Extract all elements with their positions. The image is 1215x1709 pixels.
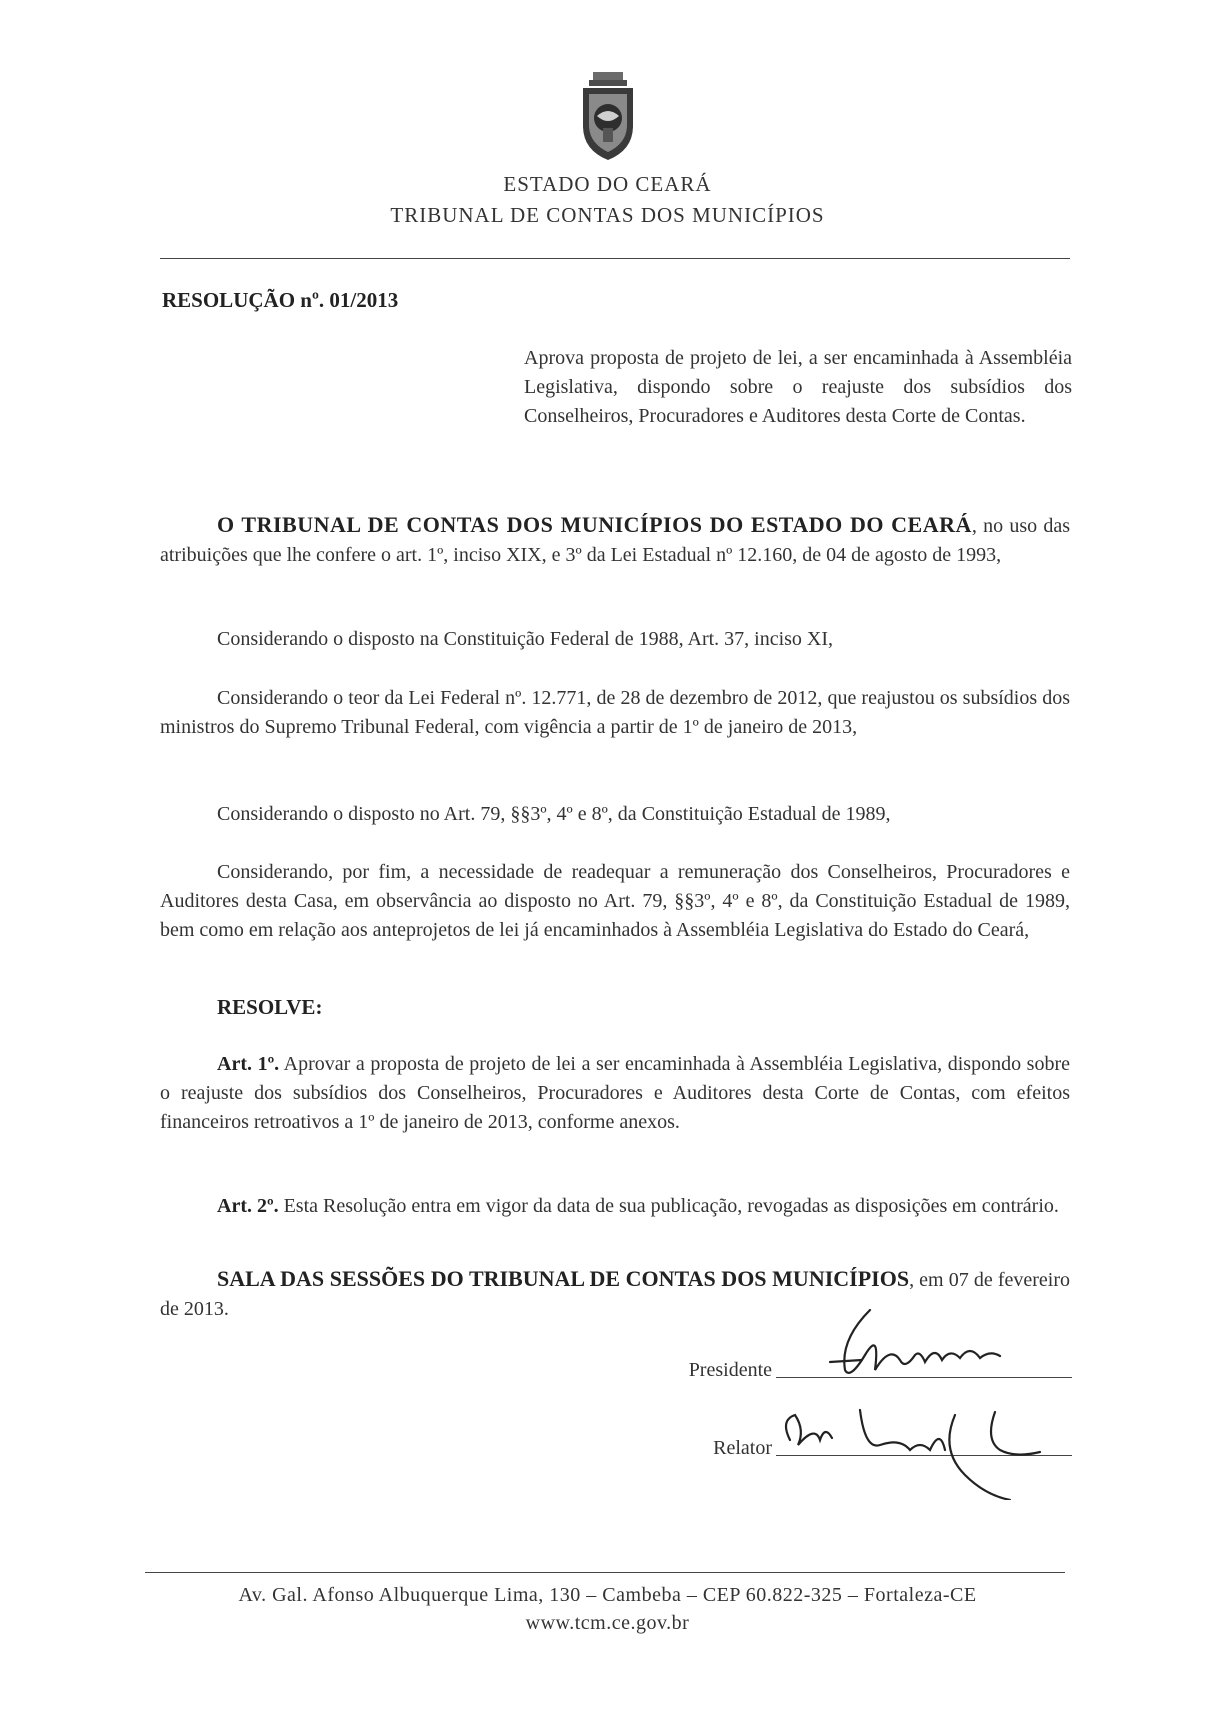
handwritten-signatures [770, 1300, 1130, 1500]
president-label: Presidente [688, 1359, 772, 1381]
article-2-text: Esta Resolução entra em vigor da data de sua publicação, revogadas as disposições em contrário. [278, 1195, 1059, 1217]
resolution-title: RESOLUÇÃO nº. 01/2013 [162, 288, 399, 312]
preamble-paragraph [160, 510, 1070, 570]
header-divider [160, 258, 1070, 259]
state-heading: ESTADO DO CEARÁ [503, 172, 712, 196]
article-1-text: Aprovar a proposta de projeto de lei a ser encaminhada à Assembléia Legislativa, dispondo sobre o reajuste dos subsídios dos Conselheiros, Procuradores e Auditores desta Corte de Contas, com efeitos financeiros retroativos a 1º de janeiro de 2013, conforme anexos. [160, 1053, 1070, 1133]
closing-date: , em 07 de fevereiro de 2013. [160, 1269, 1070, 1320]
coat-of-arms-emblem [573, 70, 643, 162]
article-2 [160, 1192, 1070, 1221]
closing-lead: SALA DAS SESSÕES DO TRIBUNAL DE CONTAS DOS MUNICÍPIOS [217, 1266, 910, 1291]
footer-website: www.tcm.ce.gov.br [525, 1612, 690, 1634]
preamble-lead: O TRIBUNAL DE CONTAS DOS MUNICÍPIOS DO ESTADO DO CEARÁ [217, 512, 972, 537]
considerando-3: Considerando o disposto no Art. 79, §§3º, 4º e 8º, da Constituição Estadual de 1989, [217, 803, 891, 825]
preamble-text: , no uso das atribuições que lhe confere o art. 1º, inciso XIX, e 3º da Lei Estadual nº 12.160, de 04 de agosto de 1993, [160, 515, 1070, 566]
article-2-label: Art. 2º. [217, 1195, 279, 1217]
resolve-heading: RESOLVE: [217, 995, 323, 1019]
court-heading: TRIBUNAL DE CONTAS DOS MUNICÍPIOS [390, 203, 825, 227]
rapporteur-label: Relator [713, 1437, 772, 1459]
footer-divider [145, 1572, 1065, 1573]
footer-address: Av. Gal. Afonso Albuquerque Lima, 130 – Cambeba – CEP 60.822-325 – Fortaleza-CE [238, 1584, 977, 1606]
considerando-2: Considerando o teor da Lei Federal nº. 12.771, de 28 de dezembro de 2012, que reajustou os subsídios dos ministros do Supremo Tribunal Federal, com vigência a partir de 1º de janeiro de 2013, [160, 687, 1070, 738]
considerando-1: Considerando o disposto na Constituição Federal de 1988, Art. 37, inciso XI, [217, 628, 834, 650]
considerando-4: Considerando, por fim, a necessidade de readequar a remuneração dos Conselheiros, Procuradores e Auditores desta Casa, em observância ao disposto no Art. 79, §§3º, 4º e 8º, da Constituição Estadual de 1989, bem como em relação aos anteprojetos de lei já encaminhados à Assembléia Legislativa do Estado do Ceará, [160, 861, 1070, 941]
article-1 [160, 1050, 1070, 1137]
ementa-summary: Aprova proposta de projeto de lei, a ser encaminhada à Assembléia Legislativa, dispondo sobre o reajuste dos subsídios dos Conselheiros, Procuradores e Auditores desta Corte de Contas. [524, 347, 1072, 427]
article-1-label: Art. 1º. [217, 1053, 280, 1075]
